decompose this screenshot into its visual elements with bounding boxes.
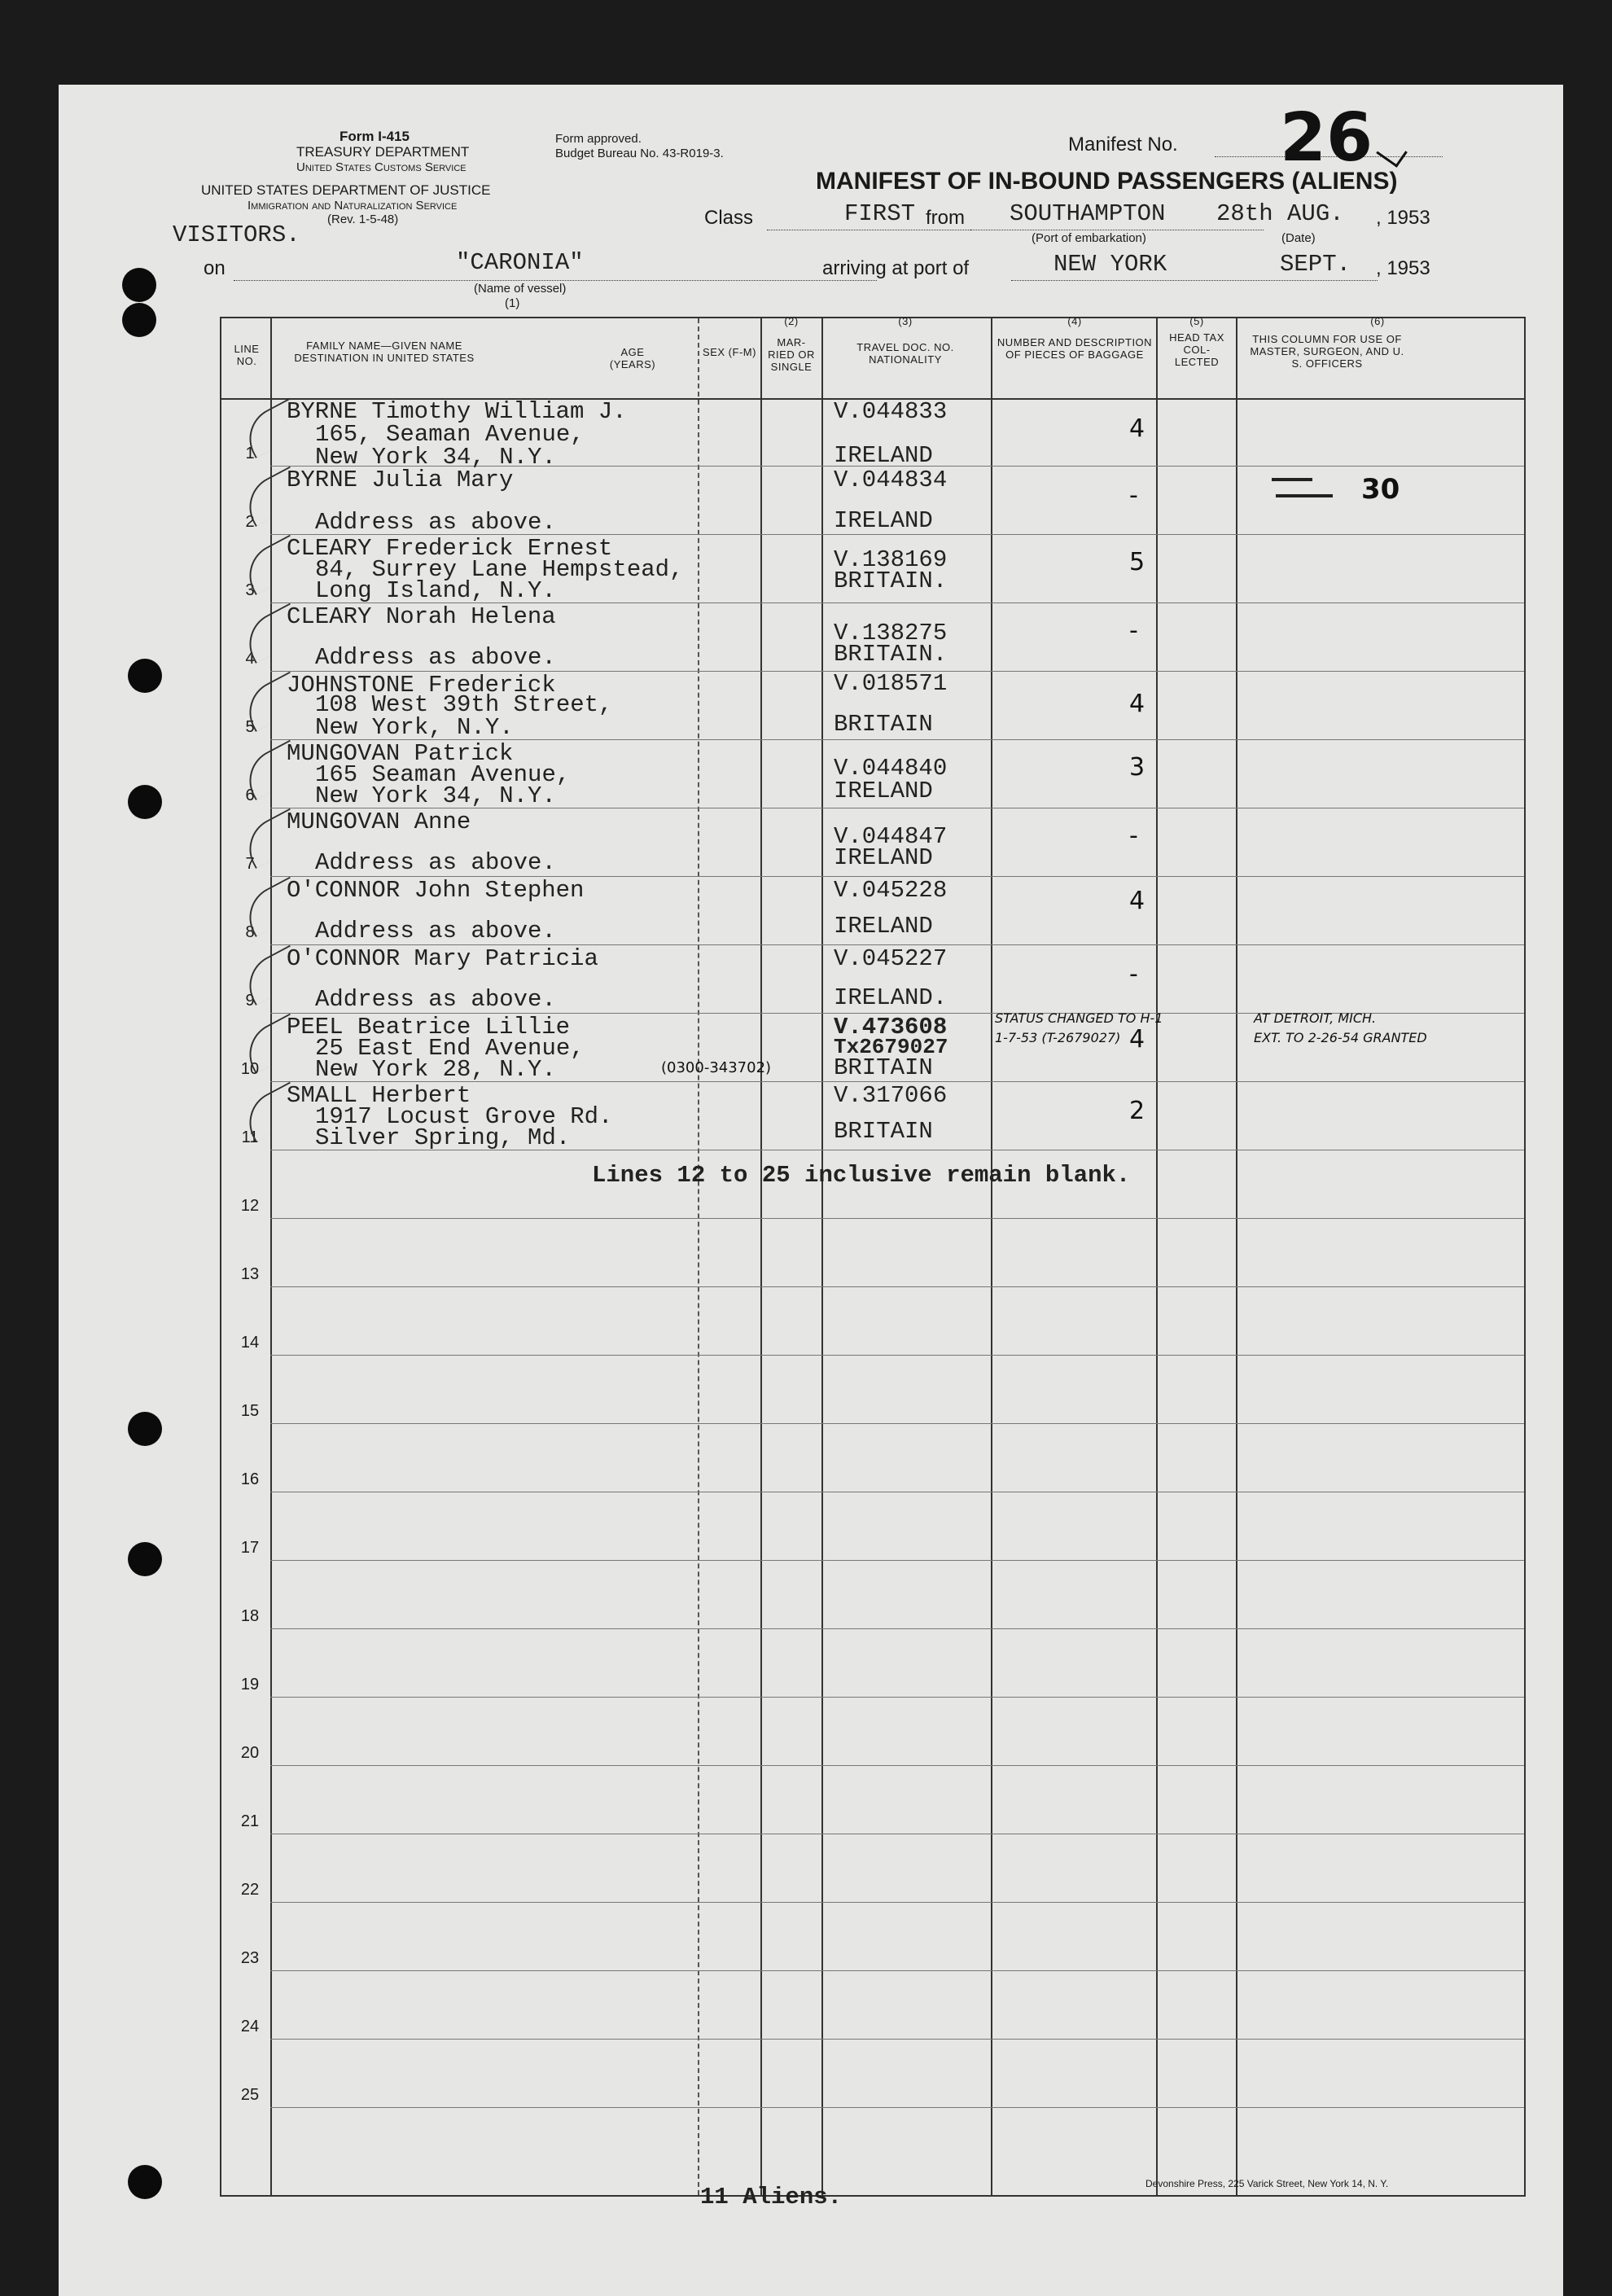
line-number: 11 [241, 1128, 259, 1146]
baggage-count: - [1129, 616, 1138, 645]
line-number: 10 [240, 1060, 260, 1078]
line-number: 9 [245, 992, 255, 1010]
line-number: 20 [240, 1744, 260, 1762]
vessel-name: "CARONIA" [456, 249, 584, 276]
passenger-table [220, 317, 1526, 2197]
blank-row [221, 1766, 1524, 1834]
baggage-count: - [1129, 481, 1138, 510]
travel-doc-number: V.045228 [834, 877, 948, 904]
port-of-embarkation: SOUTHAMPTON [1010, 200, 1166, 227]
port-caption: (Port of embarkation) [1032, 231, 1146, 245]
nationality: IRELAND [834, 913, 933, 940]
on-label: on [204, 257, 226, 279]
passenger-name: CLEARY Frederick Ernest [287, 535, 613, 562]
line-number: 16 [240, 1470, 260, 1488]
passenger-name: SMALL Herbert [287, 1082, 471, 1109]
officer-annotation: 30 [1361, 473, 1400, 506]
status-change-note: STATUS CHANGED TO H-1 [995, 1010, 1163, 1026]
printer-imprint: Devonshire Press, 225 Varick Street, New York 14, N. Y. [1145, 2178, 1389, 2189]
table-row [221, 1082, 1524, 1150]
passenger-name: BYRNE Julia Mary [287, 467, 514, 493]
passenger-address: Address as above. [315, 849, 556, 876]
class-label: Class [704, 207, 754, 229]
line-number: 22 [240, 1881, 260, 1899]
manifest-page [59, 85, 1563, 2296]
blank-row [221, 1561, 1524, 1629]
passenger-address: New York 34, N.Y. [315, 782, 556, 809]
table-row [221, 945, 1524, 1014]
baggage-count: 4 [1129, 690, 1145, 718]
nationality: IRELAND [834, 442, 933, 469]
passenger-address: Address as above. [315, 644, 556, 671]
passenger-name: BYRNE Timothy William J. [287, 398, 627, 425]
embarkation-date: 28th AUG. [1216, 200, 1344, 227]
nationality: BRITAIN. [834, 641, 948, 668]
column-header [221, 315, 1524, 400]
immigration-service: Immigration and Naturalization Service [247, 199, 458, 213]
line-number: 19 [240, 1676, 260, 1694]
baggage-count: 3 [1129, 753, 1145, 782]
passenger-address: New York, N.Y. [315, 714, 514, 741]
officer-dash-mark [1272, 478, 1312, 481]
table-row [221, 877, 1524, 945]
blank-row [221, 1629, 1524, 1698]
blank-row [221, 1903, 1524, 1971]
punch-hole [128, 1412, 162, 1446]
table-row [221, 398, 1524, 471]
header-baggage: NUMBER AND DESCRIPTION OF PIECES OF BAGGAGE [997, 336, 1153, 361]
visitors-label: VISITORS. [173, 221, 300, 248]
line-number: 3 [245, 581, 255, 599]
table-row [221, 467, 1524, 535]
handwritten-file-number: (0300-343702) [661, 1059, 772, 1076]
line-number: 6 [245, 787, 255, 804]
nationality: IRELAND [834, 507, 933, 534]
arrival-year: , 1953 [1376, 257, 1430, 279]
form-number: Form I-415 [339, 129, 410, 144]
line-number: 12 [240, 1197, 260, 1215]
passenger-address: Address as above. [315, 986, 556, 1013]
blank-row [221, 1150, 1524, 1219]
blank-row [221, 1219, 1524, 1287]
passenger-address: Address as above. [315, 918, 556, 944]
justice-department: UNITED STATES DEPARTMENT OF JUSTICE [201, 182, 491, 198]
punch-hole [122, 268, 156, 302]
line-number: 18 [240, 1607, 260, 1625]
line-number: 5 [245, 718, 255, 736]
vessel-caption: (Name of vessel) [474, 282, 567, 296]
header-col5: (5) [1189, 315, 1204, 327]
punch-hole [128, 785, 162, 819]
passenger-name: JOHNSTONE Frederick [287, 672, 556, 699]
baggage-count: 4 [1129, 414, 1145, 443]
header-officers: THIS COLUMN FOR USE OF MASTER, SURGEON, AND U. S. OFFICERS [1250, 333, 1404, 370]
arrival-month: SEPT. [1280, 251, 1351, 278]
travel-doc-number: V.018571 [834, 670, 948, 697]
passenger-address: 165, Seaman Avenue, [315, 421, 585, 448]
header-col4: (4) [1067, 315, 1082, 327]
officer-dash-mark [1276, 494, 1333, 497]
class-value: FIRST [844, 200, 916, 227]
header-age: AGE (YEARS) [609, 346, 656, 370]
passenger-address: New York 34, N.Y. [315, 444, 556, 471]
row-rule [270, 2107, 1524, 2108]
travel-doc-number: V.138169 [834, 546, 948, 573]
nationality: IRELAND. [834, 984, 948, 1011]
passenger-address: New York 28, N.Y. [315, 1056, 556, 1083]
status-change-note: AT DETROIT, MICH. [1254, 1010, 1377, 1026]
punch-hole [128, 2165, 162, 2199]
passenger-address: 1917 Locust Grove Rd. [315, 1103, 613, 1130]
status-change-note: 1-7-53 (T-2679027) [995, 1030, 1121, 1045]
passenger-address: 84, Surrey Lane Hempstead, [315, 556, 684, 583]
blank-row [221, 2040, 1524, 2108]
blank-lines-note: Lines 12 to 25 inclusive remain blank. [592, 1162, 1131, 1189]
travel-doc-number: V.045227 [834, 945, 948, 972]
embarkation-year: , 1953 [1376, 207, 1430, 229]
line-number: 7 [245, 855, 255, 873]
blank-row [221, 1492, 1524, 1561]
nationality: BRITAIN [834, 1054, 933, 1081]
passenger-name: MUNGOVAN Patrick [287, 740, 514, 767]
stamped-alien-number: Tx2679027 [834, 1035, 948, 1059]
treasury-department: TREASURY DEPARTMENT [296, 144, 470, 160]
line-number: 15 [240, 1402, 260, 1420]
travel-doc-number: V.044834 [834, 467, 948, 493]
manifest-title: MANIFEST OF IN-BOUND PASSENGERS (ALIENS) [816, 168, 1398, 195]
passenger-name: O'CONNOR Mary Patricia [287, 945, 598, 972]
arriving-label: arriving at port of [822, 257, 970, 279]
header-col6: (6) [1370, 315, 1385, 327]
passenger-address: 165 Seaman Avenue, [315, 761, 571, 788]
passenger-name: CLEARY Norah Helena [287, 603, 556, 630]
line-number: 14 [240, 1334, 260, 1352]
nationality: BRITAIN. [834, 567, 948, 594]
header-col3: (3) [898, 315, 913, 327]
header-line-no: LINE NO. [234, 343, 260, 367]
vessel-underline [234, 280, 877, 281]
blank-row [221, 1971, 1524, 2040]
table-row [221, 740, 1524, 808]
revision-date: (Rev. 1-5-48) [327, 213, 399, 226]
manifest-no-label: Manifest No. [1068, 134, 1178, 156]
blank-row [221, 1698, 1524, 1766]
line-number: 8 [245, 923, 255, 941]
header-head-tax: HEAD TAX COL-LECTED [1169, 331, 1224, 368]
header-married: MAR-RIED OR SINGLE [768, 336, 815, 373]
table-row [221, 1010, 1524, 1083]
travel-doc-number: V.138275 [834, 620, 948, 646]
line-number: 23 [240, 1949, 260, 1967]
table-row [221, 672, 1524, 740]
blank-row [221, 1424, 1524, 1492]
passenger-address: Long Island, N.Y. [315, 577, 556, 604]
line-number: 2 [245, 513, 255, 531]
line-number: 17 [240, 1539, 260, 1557]
line-number: 1 [245, 445, 255, 462]
header-sex: SEX (F-M) [703, 346, 756, 358]
header-doc: TRAVEL DOC. NO. NATIONALITY [856, 341, 954, 366]
travel-doc-number: V.044840 [834, 755, 948, 782]
baggage-count: 2 [1129, 1097, 1145, 1125]
line-number: 25 [240, 2086, 260, 2104]
nationality: BRITAIN [834, 1118, 933, 1145]
line-number: 21 [240, 1812, 260, 1830]
passenger-address: Silver Spring, Md. [315, 1124, 571, 1151]
arrival-port: NEW YORK [1053, 251, 1167, 278]
baggage-count: 4 [1129, 887, 1145, 915]
line-number: 4 [245, 650, 255, 668]
punch-hole [128, 659, 162, 693]
status-change-note: EXT. TO 2-26-54 GRANTED [1254, 1030, 1427, 1045]
passenger-name: PEEL Beatrice Lillie [287, 1014, 571, 1041]
blank-row [221, 1834, 1524, 1903]
punch-hole [128, 1542, 162, 1576]
baggage-count: 4 [1129, 1025, 1145, 1054]
nationality: BRITAIN [834, 711, 933, 738]
manifest-check-mark [1376, 138, 1408, 168]
passenger-name: MUNGOVAN Anne [287, 808, 471, 835]
manifest-number: 26 [1280, 99, 1373, 177]
line-number: 24 [240, 2018, 260, 2035]
budget-bureau: Budget Bureau No. 43-R019-3. [555, 147, 724, 160]
travel-doc-number: V.473608 [834, 1014, 948, 1041]
header-col2: (2) [784, 315, 799, 327]
passenger-address: Address as above. [315, 509, 556, 536]
punch-hole [122, 303, 156, 337]
aliens-total: 11 Aliens. [700, 2184, 843, 2211]
from-label: from [926, 207, 965, 229]
travel-doc-number: V.044833 [834, 398, 948, 425]
date-caption: (Date) [1281, 231, 1316, 245]
table-row [221, 603, 1524, 672]
line-number: 13 [240, 1265, 260, 1283]
header-name: FAMILY NAME—GIVEN NAME DESTINATION IN UNITED STATES [294, 340, 475, 364]
baggage-count: - [1129, 960, 1138, 988]
baggage-count: - [1129, 822, 1138, 850]
nationality: IRELAND [834, 844, 933, 871]
blank-row [221, 1356, 1524, 1424]
passenger-name: O'CONNOR John Stephen [287, 877, 585, 904]
travel-doc-number: V.044847 [834, 823, 948, 850]
travel-doc-number: V.317066 [834, 1082, 948, 1109]
form-approved: Form approved. [555, 132, 642, 146]
arrival-underline [1011, 280, 1378, 281]
baggage-count: 5 [1129, 548, 1145, 576]
nationality: IRELAND [834, 778, 933, 804]
table-row [221, 808, 1524, 877]
vessel-column-number: (1) [505, 296, 520, 310]
table-row [221, 535, 1524, 603]
customs-service: United States Customs Service [296, 160, 467, 174]
blank-row [221, 1287, 1524, 1356]
passenger-address: 108 West 39th Street, [315, 691, 613, 718]
passenger-address: 25 East End Avenue, [315, 1035, 585, 1062]
